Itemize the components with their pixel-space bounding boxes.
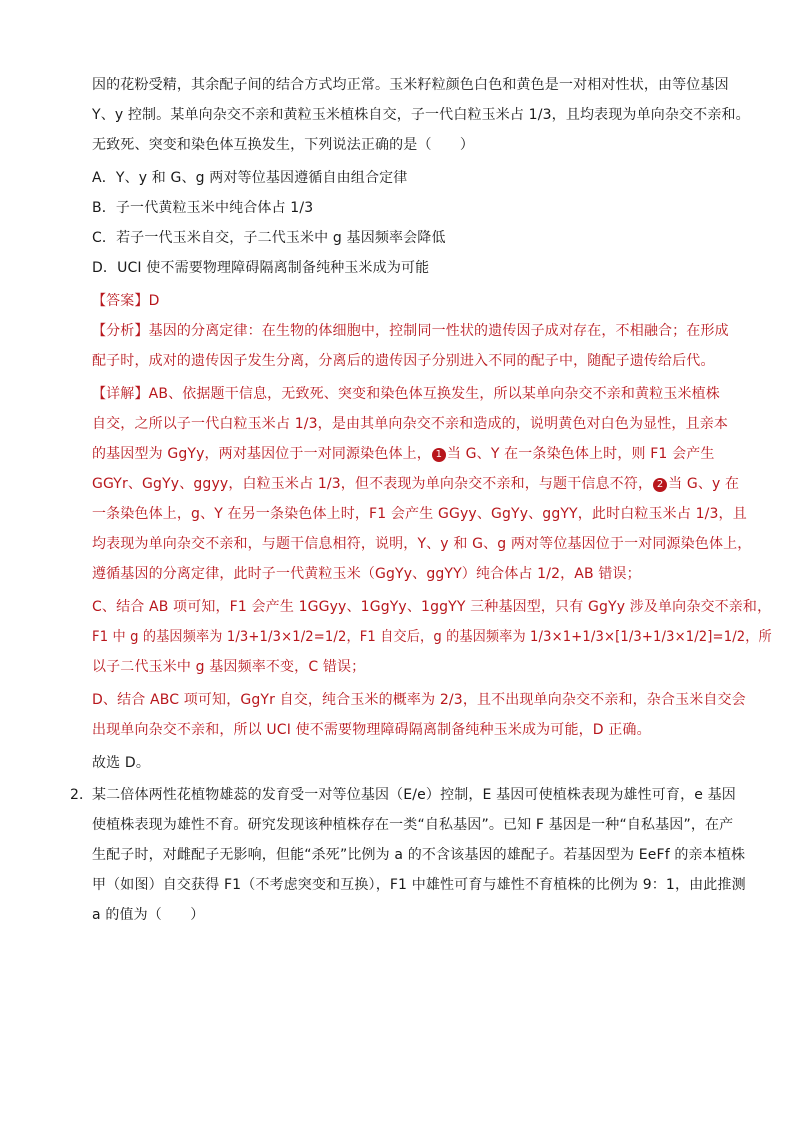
q1-stem-line-3: 无致死、突变和染色体互换发生，下列说法正确的是（ ） [92,137,475,153]
q1-option-a: A．Y、y 和 G、g 两对等位基因遵循自由组合定律 [92,170,408,186]
q1-option-b: B．子一代黄粒玉米中纯合体占 1/3 [92,200,314,216]
circled-number-2: 2 [653,478,667,492]
answer-value: D [148,293,160,309]
q1-detail-line-9: F1 中 g 的基因频率为 1/3+1/3×1/2=1/2，F1 自交后，g 的基因频率为 1/3×1+1/3×[1/3+1/3×1/2]=1/2，所 [92,629,772,645]
q1-detail-line-6: 均表现为单向杂交不亲和，与题干信息相符，说明，Y、y 和 G、g 两对等位基因位于一对同源染色体上， [92,536,752,552]
detail-text: 当 G、Y 在一条染色体上时，则 F1 会产生 [446,446,715,462]
detail-text: 的基因型为 GgYy，两对基因位于一对同源染色体上， [92,446,431,462]
q2-stem-line-3: 生配子时，对雌配子无影响，但能“杀死”比例为 a 的不含该基因的雄配子。若基因型为 EeFf 的亲本植株 [92,847,746,863]
q1-detail-line-1 [92,384,720,404]
detail-text: 当 G、y 在 [668,476,740,492]
q2-number: 2． [70,787,94,803]
q2-stem-line-5: a 的值为（ ） [92,907,205,923]
q1-detail-line-3 [92,444,715,464]
q1-detail-line-12: 出现单向杂交不亲和，所以 UCI 使不需要物理障碍隔离制备纯种玉米成为可能，D 正确。 [92,722,651,738]
q2-stem-line-1: 某二倍体两性花植物雄蕊的发育受一对等位基因（E/e）控制，E 基因可使植株表现为雄性可育，e 基因 [92,787,736,803]
q2-stem-line-4: 甲（如图）自交获得 F1（不考虑突变和互换），F1 中雄性可育与雄性不育植株的比例为 9：1，由此推测 [92,877,746,893]
detail-text: AB、依据题干信息，无致死、突变和染色体互换发生，所以某单向杂交不亲和黄粒玉米植株 [148,386,720,402]
q1-detail-line-10: 以子二代玉米中 g 基因频率不变，C 错误； [92,659,366,675]
q1-detail-line-2: 自交，之所以子一代白粒玉米占 1/3，是由其单向杂交不亲和造成的，说明黄色对白色为显性，且亲本 [92,416,729,432]
q1-option-d: D．UCI 使不需要物理障碍隔离制备纯种玉米成为可能 [92,260,430,276]
detail-tag: 【详解】 [92,386,149,402]
analysis-text: 基因的分离定律：在生物的体细胞中，控制同一性状的遗传因子成对存在，不相融合；在形成 [148,323,729,339]
q1-analysis-line-2: 配子时，成对的遗传因子发生分离，分离后的遗传因子分别进入不同的配子中，随配子遗传给后代。 [92,353,715,369]
q1-detail-line-11: D、结合 ABC 项可知，GgYr 自交，纯合玉米的概率为 2/3，且不出现单向杂交不亲和，杂合玉米自交会 [92,692,746,708]
circled-number-1: 1 [432,448,446,462]
q1-detail-line-5: 一条染色体上，g、Y 在另一条染色体上时，F1 会产生 GGyy、GgYy、ggYY，此时白粒玉米占 1/3，且 [92,506,747,522]
q1-stem-line-2: Y、y 控制。某单向杂交不亲和黄粒玉米植株自交，子一代白粒玉米占 1/3，且均表现为单向杂交不亲和。 [92,107,750,123]
q1-conclusion: 故选 D。 [92,755,150,771]
q1-detail-line-7: 遵循基因的分离定律，此时子一代黄粒玉米（GgYy、ggYY）纯合体占 1/2，AB 错误； [92,566,641,582]
q1-detail-line-4 [92,474,739,494]
q1-answer-line [92,291,160,311]
answer-tag: 【答案】 [92,293,149,309]
detail-text: GGYr、GgYy、ggyy，白粒玉米占 1/3，但不表现为单向杂交不亲和，与题干信息不符， [92,476,653,492]
q1-detail-line-8: C、结合 AB 项可知，F1 会产生 1GGyy、1GgYy、1ggYY 三种基因型，只有 GgYy 涉及单向杂交不亲和， [92,599,772,615]
q1-stem-line-1: 因的花粉受精，其余配子间的结合方式均正常。玉米籽粒颜色白色和黄色是一对相对性状，由等位基因 [92,77,729,93]
q1-analysis-line-1 [92,321,729,341]
analysis-tag: 【分析】 [92,323,149,339]
q2-stem-line-2: 使植株表现为雄性不育。研究发现该种植株存在一类“自私基因”。已知 F 基因是一种“自私基因”，在产 [92,817,734,833]
q1-option-c: C．若子一代玉米自交，子二代玉米中 g 基因频率会降低 [92,230,446,246]
